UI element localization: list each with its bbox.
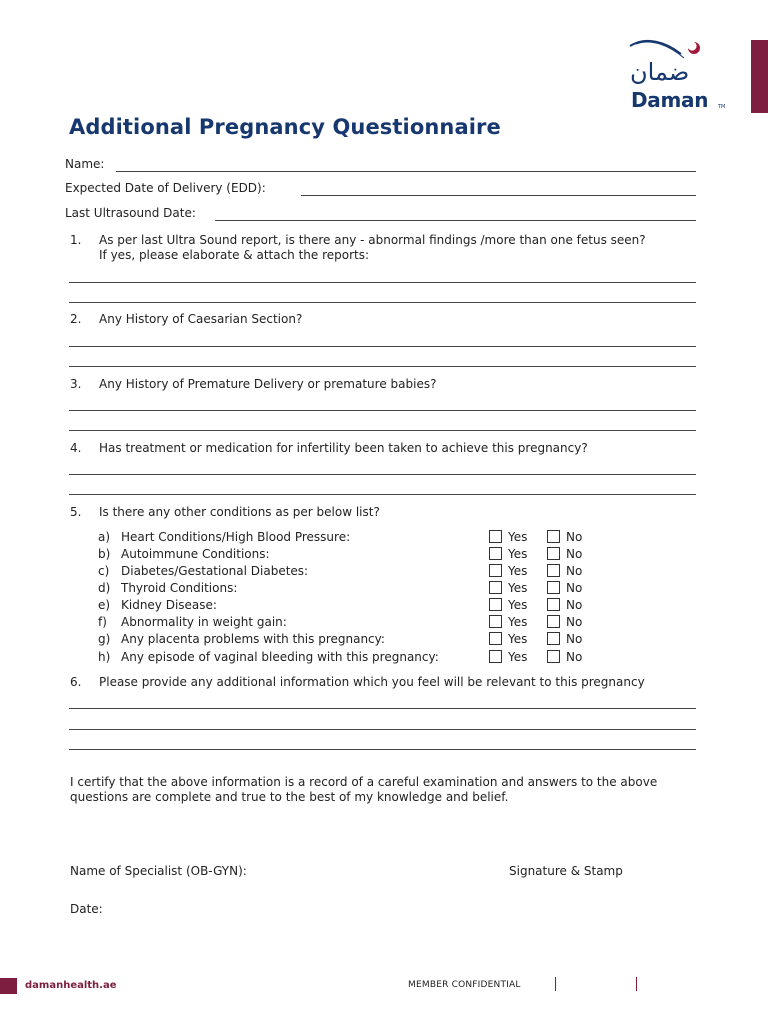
condition-c-letter: c) xyxy=(98,564,110,578)
logo-arabic-text: ضمان xyxy=(630,58,690,86)
condition-a-no-label: No xyxy=(566,530,583,544)
condition-c-yes-label: Yes xyxy=(508,564,528,578)
question-6-text: Please provide any additional information which you feel will be relevant to this pregnancy xyxy=(99,675,645,689)
condition-h-text: Any episode of vaginal bleeding with this pregnancy: xyxy=(121,650,439,664)
footer-divider-1 xyxy=(555,977,556,991)
footer-confidential-label: MEMBER CONFIDENTIAL xyxy=(408,980,521,990)
condition-a-yes-label: Yes xyxy=(508,530,528,544)
footer-website-link[interactable]: damanhealth.ae xyxy=(25,980,117,991)
name-field-line[interactable] xyxy=(116,171,696,172)
condition-h-yes-label: Yes xyxy=(508,650,528,664)
question-3-answer-line-1[interactable] xyxy=(69,410,696,411)
edd-field-line[interactable] xyxy=(301,195,696,196)
question-2-text: Any History of Caesarian Section? xyxy=(99,312,303,326)
question-2-number: 2. xyxy=(70,312,82,326)
condition-b-yes-checkbox[interactable] xyxy=(489,547,502,560)
condition-a-no-checkbox[interactable] xyxy=(547,530,560,543)
condition-f-no-checkbox[interactable] xyxy=(547,615,560,628)
condition-e-no-checkbox[interactable] xyxy=(547,598,560,611)
footer-brand-square xyxy=(0,978,17,994)
condition-g-text: Any placenta problems with this pregnancy: xyxy=(121,632,385,646)
question-4-text: Has treatment or medication for infertility been taken to achieve this pregnancy? xyxy=(99,441,588,455)
condition-g-no-label: No xyxy=(566,632,583,646)
condition-f-text: Abnormality in weight gain: xyxy=(121,615,287,629)
condition-g-yes-checkbox[interactable] xyxy=(489,632,502,645)
condition-e-letter: e) xyxy=(98,598,111,612)
condition-f-letter: f) xyxy=(98,615,107,629)
condition-e-text: Kidney Disease: xyxy=(121,598,217,612)
condition-h-no-label: No xyxy=(566,650,583,664)
condition-d-yes-label: Yes xyxy=(508,581,528,595)
daman-logo xyxy=(626,38,726,116)
condition-b-no-checkbox[interactable] xyxy=(547,547,560,560)
condition-b-text: Autoimmune Conditions: xyxy=(121,547,270,561)
condition-d-no-checkbox[interactable] xyxy=(547,581,560,594)
condition-d-letter: d) xyxy=(98,581,111,595)
ultrasound-label: Last Ultrasound Date: xyxy=(65,206,196,220)
condition-h-no-checkbox[interactable] xyxy=(547,650,560,663)
question-1-answer-line-2[interactable] xyxy=(69,302,696,303)
specialist-name-label: Name of Specialist (OB-GYN): xyxy=(70,864,247,878)
condition-g-yes-label: Yes xyxy=(508,632,528,646)
question-1-answer-line-1[interactable] xyxy=(69,282,696,283)
condition-c-no-label: No xyxy=(566,564,583,578)
condition-g-no-checkbox[interactable] xyxy=(547,632,560,645)
ultrasound-field-line[interactable] xyxy=(215,220,696,221)
question-4-answer-line-2[interactable] xyxy=(69,494,696,495)
condition-h-yes-checkbox[interactable] xyxy=(489,650,502,663)
condition-f-yes-checkbox[interactable] xyxy=(489,615,502,628)
condition-f-no-label: No xyxy=(566,615,583,629)
condition-c-text: Diabetes/Gestational Diabetes: xyxy=(121,564,309,578)
condition-g-letter: g) xyxy=(98,632,111,646)
question-2-answer-line-1[interactable] xyxy=(69,346,696,347)
question-3-text: Any History of Premature Delivery or premature babies? xyxy=(99,377,437,391)
condition-f-yes-label: Yes xyxy=(508,615,528,629)
condition-a-letter: a) xyxy=(98,530,111,544)
condition-d-no-label: No xyxy=(566,581,583,595)
signature-stamp-label: Signature & Stamp xyxy=(509,864,623,878)
name-label: Name: xyxy=(65,157,105,171)
condition-c-no-checkbox[interactable] xyxy=(547,564,560,577)
question-4-answer-line-1[interactable] xyxy=(69,474,696,475)
page-title: Additional Pregnancy Questionnaire xyxy=(69,115,501,139)
condition-h-letter: h) xyxy=(98,650,111,664)
question-2-answer-line-2[interactable] xyxy=(69,366,696,367)
brand-side-bar xyxy=(751,40,768,113)
condition-a-yes-checkbox[interactable] xyxy=(489,530,502,543)
condition-a-text: Heart Conditions/High Blood Pressure: xyxy=(121,530,351,544)
question-6-number: 6. xyxy=(70,675,82,689)
condition-d-yes-checkbox[interactable] xyxy=(489,581,502,594)
condition-e-no-label: No xyxy=(566,598,583,612)
date-label: Date: xyxy=(70,902,103,916)
question-3-number: 3. xyxy=(70,377,82,391)
question-5-number: 5. xyxy=(70,505,82,519)
certification-line-1: I certify that the above information is a record of a careful examination and answers to the above xyxy=(70,775,658,789)
question-4-number: 4. xyxy=(70,441,82,455)
logo-trademark: TM xyxy=(718,104,726,110)
certification-line-2: questions are complete and true to the best of my knowledge and belief. xyxy=(70,790,509,804)
question-6-answer-line-2[interactable] xyxy=(69,729,696,730)
question-5-text: Is there any other conditions as per below list? xyxy=(99,505,380,519)
condition-b-letter: b) xyxy=(98,547,111,561)
question-1-number: 1. xyxy=(70,233,82,247)
condition-b-yes-label: Yes xyxy=(508,547,528,561)
condition-c-yes-checkbox[interactable] xyxy=(489,564,502,577)
condition-e-yes-checkbox[interactable] xyxy=(489,598,502,611)
question-1-text-line2: If yes, please elaborate & attach the reports: xyxy=(99,248,370,262)
question-3-answer-line-2[interactable] xyxy=(69,430,696,431)
condition-d-text: Thyroid Conditions: xyxy=(121,581,238,595)
question-6-answer-line-3[interactable] xyxy=(69,749,696,750)
footer-divider-2 xyxy=(636,977,637,991)
condition-b-no-label: No xyxy=(566,547,583,561)
condition-e-yes-label: Yes xyxy=(508,598,528,612)
question-6-answer-line-1[interactable] xyxy=(69,708,696,709)
question-1-text: As per last Ultra Sound report, is there any - abnormal findings /more than one fetus seen? xyxy=(99,233,646,247)
logo-wordmark: Daman xyxy=(631,88,709,112)
edd-label: Expected Date of Delivery (EDD): xyxy=(65,181,266,195)
